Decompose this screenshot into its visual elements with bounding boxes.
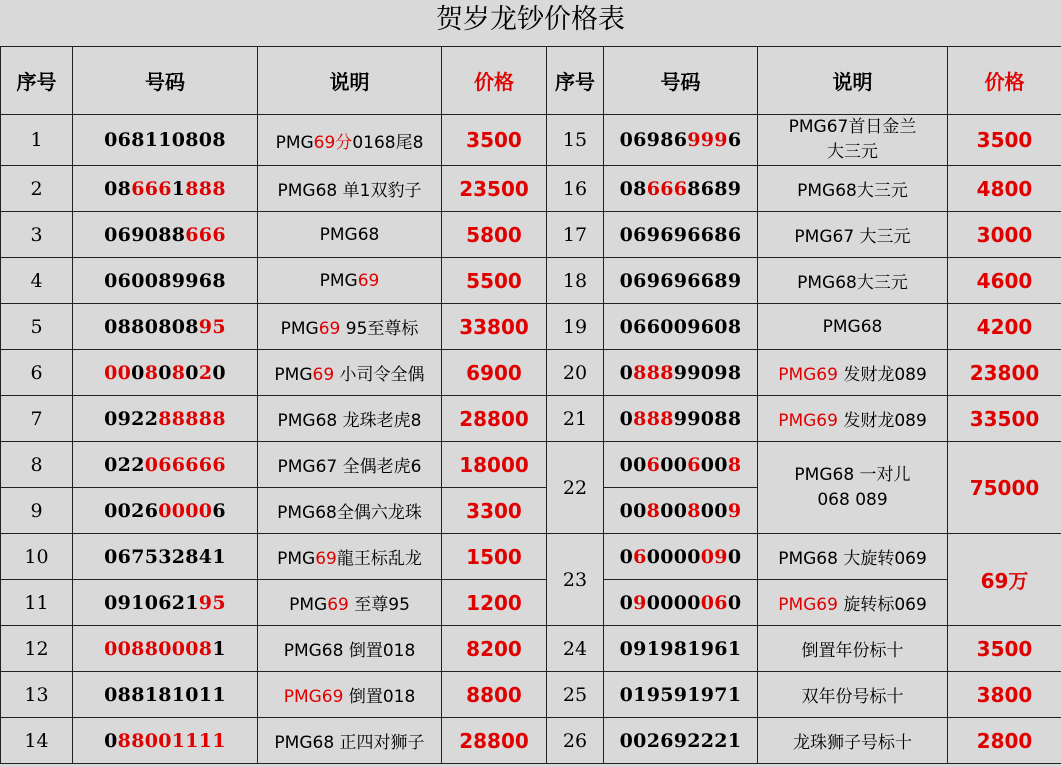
- desc-cell: [258, 115, 442, 166]
- code-cell: [73, 580, 258, 626]
- code-cell: [604, 626, 758, 672]
- text-segment: 95至尊标: [340, 319, 419, 339]
- header-desc: 说明: [758, 47, 948, 115]
- text-segment: 002692221: [619, 729, 742, 752]
- text-segment: PMG: [319, 270, 358, 291]
- code-cell: [73, 626, 258, 672]
- desc-cell: [258, 672, 442, 718]
- header-seq: 序号: [547, 47, 604, 115]
- highlight-text: 888: [633, 407, 674, 430]
- desc-cell: [258, 350, 442, 396]
- price-cell: 4600: [948, 258, 1061, 304]
- seq-cell: 12: [1, 626, 73, 672]
- code-cell: [604, 166, 758, 212]
- desc-cell: [258, 304, 442, 350]
- highlight-text: PMG69: [778, 411, 838, 431]
- highlight-text: 2: [198, 361, 213, 384]
- text-segment: 0: [619, 545, 634, 568]
- text-segment: PMG67 大三元: [794, 227, 911, 247]
- text-segment: PMG68 单1双豹子: [277, 181, 422, 201]
- highlight-text: 6: [633, 545, 647, 568]
- text-segment: PMG68 正四对狮子: [274, 733, 425, 753]
- text-segment: PMG: [275, 132, 314, 153]
- text-segment: 6: [727, 129, 742, 151]
- text-segment: PMG68: [319, 224, 380, 245]
- text-segment: 双年份号标十: [801, 687, 904, 707]
- text-segment: 019591971: [619, 683, 742, 706]
- table-row: [1, 166, 1061, 212]
- price-cell: 3000: [948, 212, 1061, 258]
- code-cell: [73, 115, 258, 166]
- highlight-text: 0000: [158, 499, 213, 522]
- text-segment: 0: [619, 591, 634, 614]
- code-cell: [604, 304, 758, 350]
- text-segment: 00: [619, 499, 647, 522]
- code-cell: [604, 442, 758, 488]
- price-cell: 4800: [948, 166, 1061, 212]
- text-segment: 060089968: [104, 269, 226, 292]
- text-segment: 8689: [687, 177, 742, 200]
- price-table: [0, 46, 1061, 764]
- text-segment: PMG: [274, 365, 313, 385]
- desc-cell: [258, 212, 442, 258]
- text-segment: 068110808: [104, 129, 226, 151]
- header-row: [1, 47, 1061, 115]
- code-cell: [73, 258, 258, 304]
- desc-cell: [258, 488, 442, 534]
- highlight-text: 06: [700, 591, 728, 614]
- seq-cell: 4: [1, 258, 73, 304]
- price-cell: 1200: [442, 580, 547, 626]
- price-cell: 8800: [442, 672, 547, 718]
- highlight-text: 666: [131, 177, 172, 200]
- desc-cell: [758, 115, 948, 166]
- text-segment: 0026: [104, 499, 159, 522]
- text-segment: PMG68 大旋转069: [778, 549, 927, 569]
- text-segment: 00: [700, 453, 728, 476]
- highlight-text: 69: [357, 270, 380, 291]
- text-segment: 06986: [619, 129, 688, 151]
- highlight-text: 8: [646, 499, 661, 522]
- text-segment: PMG68: [822, 316, 883, 337]
- desc-cell: [758, 396, 948, 442]
- code-cell: [73, 488, 258, 534]
- seq-cell: 25: [547, 672, 604, 718]
- header-code: 号码: [604, 47, 758, 115]
- text-segment: 08: [619, 177, 647, 200]
- code-cell: [73, 304, 258, 350]
- seq-cell: 7: [1, 396, 73, 442]
- highlight-text: 666: [646, 177, 688, 200]
- desc-cell: [258, 534, 442, 580]
- text-segment: PMG67首日金兰 大三元: [788, 117, 917, 162]
- table-row: [1, 672, 1061, 718]
- price-cell: 33800: [442, 304, 547, 350]
- seq-cell: 20: [547, 350, 604, 396]
- seq-cell: 1: [1, 115, 73, 166]
- text-segment: PMG68 龙珠老虎8: [277, 411, 422, 431]
- desc-cell: [758, 672, 948, 718]
- text-segment: PMG: [280, 319, 319, 339]
- highlight-text: 69: [318, 319, 341, 339]
- price-cell: 33500: [948, 396, 1061, 442]
- table-row: [1, 258, 1061, 304]
- code-cell: [604, 672, 758, 718]
- text-segment: 022: [104, 453, 145, 476]
- text-segment: 00: [660, 499, 688, 522]
- text-segment: 0: [727, 545, 742, 568]
- price-cell: 69万: [948, 534, 1061, 626]
- highlight-text: 69: [327, 595, 349, 615]
- desc-cell: [258, 258, 442, 304]
- header-code: 号码: [73, 47, 258, 115]
- desc-cell: [758, 166, 948, 212]
- code-cell: [604, 718, 758, 764]
- highlight-text: 69: [312, 365, 335, 385]
- code-cell: [604, 396, 758, 442]
- text-segment: 1: [212, 637, 226, 660]
- price-cell: 28800: [442, 396, 547, 442]
- highlight-text: 066666: [144, 453, 226, 476]
- price-cell: 3500: [948, 626, 1061, 672]
- code-cell: [73, 718, 258, 764]
- text-segment: 088181011: [104, 683, 226, 706]
- code-cell: [73, 166, 258, 212]
- price-cell: 18000: [442, 442, 547, 488]
- price-cell: 6900: [442, 350, 547, 396]
- code-cell: [73, 672, 258, 718]
- text-segment: 069088: [104, 223, 186, 246]
- text-segment: 龍王标乱龙: [336, 549, 422, 569]
- seq-cell: 24: [547, 626, 604, 672]
- price-cell: 28800: [442, 718, 547, 764]
- text-segment: 1: [171, 177, 186, 200]
- seq-cell: 14: [1, 718, 73, 764]
- seq-cell: 8: [1, 442, 73, 488]
- text-segment: 08: [104, 177, 132, 200]
- text-segment: 99088: [673, 407, 742, 430]
- code-cell: [73, 350, 258, 396]
- desc-cell: [758, 304, 948, 350]
- highlight-text: PMG69: [778, 595, 838, 615]
- text-segment: 069696686: [619, 223, 742, 246]
- price-cell: 1500: [442, 534, 547, 580]
- highlight-text: PMG69: [283, 687, 344, 707]
- text-segment: 龙珠狮子号标十: [793, 733, 912, 753]
- desc-cell: [258, 718, 442, 764]
- text-segment: 小司令全偶: [334, 365, 425, 385]
- text-segment: 旋转标069: [837, 595, 927, 615]
- text-segment: 00: [619, 453, 647, 476]
- highlight-text: 69分: [313, 132, 353, 153]
- table-row: [1, 442, 1061, 488]
- price-cell: 3500: [948, 115, 1061, 166]
- seq-cell: 18: [547, 258, 604, 304]
- highlight-text: 9: [633, 591, 647, 614]
- desc-cell: [758, 442, 948, 534]
- text-segment: 0000: [646, 591, 701, 614]
- text-segment: 00: [660, 453, 688, 476]
- text-segment: PMG68 一对儿 068 089: [794, 464, 911, 510]
- desc-cell: [758, 718, 948, 764]
- seq-cell: 5: [1, 304, 73, 350]
- desc-cell: [258, 396, 442, 442]
- desc-cell: [258, 580, 442, 626]
- price-cell: 5500: [442, 258, 547, 304]
- header-seq: 序号: [1, 47, 73, 115]
- seq-cell: 23: [547, 534, 604, 626]
- text-segment: 0: [212, 361, 226, 384]
- text-segment: 0: [131, 361, 145, 384]
- text-segment: 倒置018: [343, 687, 416, 707]
- highlight-text: 9: [727, 499, 742, 522]
- code-cell: [604, 212, 758, 258]
- header-price: 价格: [442, 47, 547, 115]
- text-segment: 091981961: [619, 637, 742, 660]
- highlight-text: 95: [198, 591, 226, 614]
- table-row: [1, 396, 1061, 442]
- text-segment: 0910621: [104, 591, 199, 614]
- highlight-text: 6: [646, 453, 661, 476]
- text-segment: 0922: [104, 407, 159, 430]
- text-segment: PMG: [277, 549, 316, 569]
- code-cell: [604, 258, 758, 304]
- seq-cell: 22: [547, 442, 604, 534]
- seq-cell: 16: [547, 166, 604, 212]
- text-segment: 00: [700, 499, 728, 522]
- desc-cell: [258, 442, 442, 488]
- code-cell: [604, 534, 758, 580]
- highlight-text: 6: [687, 453, 701, 476]
- price-cell: 3300: [442, 488, 547, 534]
- header-price: 价格: [948, 47, 1061, 115]
- seq-cell: 11: [1, 580, 73, 626]
- desc-cell: [758, 212, 948, 258]
- desc-cell: [758, 534, 948, 580]
- text-segment: PMG68大三元: [797, 181, 908, 201]
- code-cell: [73, 396, 258, 442]
- text-segment: 0: [619, 407, 634, 430]
- highlight-text: 69: [315, 549, 337, 569]
- highlight-text: 09: [700, 545, 728, 568]
- table-row: [1, 534, 1061, 580]
- highlight-text: 88001111: [117, 729, 226, 752]
- header-desc: 说明: [258, 47, 442, 115]
- price-cell: 23800: [948, 350, 1061, 396]
- price-cell: 5800: [442, 212, 547, 258]
- highlight-text: 8: [144, 361, 159, 384]
- text-segment: 0: [185, 361, 199, 384]
- highlight-text: 666: [185, 223, 226, 246]
- seq-cell: 2: [1, 166, 73, 212]
- desc-cell: [758, 258, 948, 304]
- highlight-text: 999: [687, 129, 728, 151]
- table-row: [1, 212, 1061, 258]
- highlight-text: PMG69: [778, 365, 838, 385]
- code-cell: [73, 442, 258, 488]
- table-row: [1, 304, 1061, 350]
- desc-cell: [258, 166, 442, 212]
- table-row: [1, 626, 1061, 672]
- highlight-text: 8: [687, 499, 701, 522]
- text-segment: 发财龙089: [837, 365, 927, 385]
- text-segment: 069696689: [619, 269, 742, 292]
- price-cell: 3500: [442, 115, 547, 166]
- code-cell: [604, 580, 758, 626]
- text-segment: 0: [104, 729, 118, 752]
- seq-cell: 21: [547, 396, 604, 442]
- price-cell: 2800: [948, 718, 1061, 764]
- table-body: [1, 115, 1061, 764]
- text-segment: 99098: [673, 361, 742, 384]
- code-cell: [73, 534, 258, 580]
- text-segment: 067532841: [104, 545, 226, 568]
- text-segment: 0168尾8: [352, 132, 424, 153]
- text-segment: 0880808: [104, 315, 199, 338]
- desc-cell: [758, 626, 948, 672]
- code-cell: [73, 212, 258, 258]
- table-row: [1, 350, 1061, 396]
- page-title: 贺岁龙钞价格表: [436, 4, 625, 35]
- seq-cell: 17: [547, 212, 604, 258]
- highlight-text: 88888: [158, 407, 226, 430]
- seq-cell: 15: [547, 115, 604, 166]
- highlight-text: 8: [171, 361, 186, 384]
- price-cell: 4200: [948, 304, 1061, 350]
- text-segment: 0: [619, 361, 634, 384]
- price-cell: 75000: [948, 442, 1061, 534]
- desc-cell: [258, 626, 442, 672]
- seq-cell: 13: [1, 672, 73, 718]
- seq-cell: 19: [547, 304, 604, 350]
- highlight-text: 8: [727, 453, 742, 476]
- highlight-text: 00880008: [104, 637, 213, 660]
- seq-cell: 3: [1, 212, 73, 258]
- text-segment: 倒置年份标十: [801, 641, 904, 661]
- text-segment: 发财龙089: [837, 411, 927, 431]
- text-segment: 0: [727, 591, 742, 614]
- table-row: [1, 580, 1061, 626]
- highlight-text: 888: [633, 361, 674, 384]
- text-segment: PMG68全偶六龙珠: [277, 503, 422, 523]
- code-cell: [604, 350, 758, 396]
- seq-cell: 9: [1, 488, 73, 534]
- highlight-text: 95: [198, 315, 226, 338]
- seq-cell: 6: [1, 350, 73, 396]
- text-segment: PMG68 倒置018: [283, 641, 416, 661]
- price-cell: 3800: [948, 672, 1061, 718]
- highlight-text: 00: [104, 361, 132, 384]
- text-segment: 6: [212, 499, 226, 522]
- table-row: [1, 718, 1061, 764]
- code-cell: [604, 115, 758, 166]
- seq-cell: 26: [547, 718, 604, 764]
- desc-cell: [758, 350, 948, 396]
- text-segment: PMG67 全偶老虎6: [277, 457, 422, 477]
- text-segment: PMG68大三元: [797, 273, 908, 293]
- seq-cell: 10: [1, 534, 73, 580]
- price-cell: 8200: [442, 626, 547, 672]
- text-segment: 066009608: [619, 315, 742, 338]
- text-segment: 0: [158, 361, 172, 384]
- highlight-text: 888: [185, 177, 226, 200]
- text-segment: PMG: [289, 595, 328, 615]
- code-cell: [604, 488, 758, 534]
- price-cell: 23500: [442, 166, 547, 212]
- desc-cell: [758, 580, 948, 626]
- text-segment: 至尊95: [348, 595, 410, 615]
- table-row: [1, 115, 1061, 166]
- text-segment: 0000: [646, 545, 701, 568]
